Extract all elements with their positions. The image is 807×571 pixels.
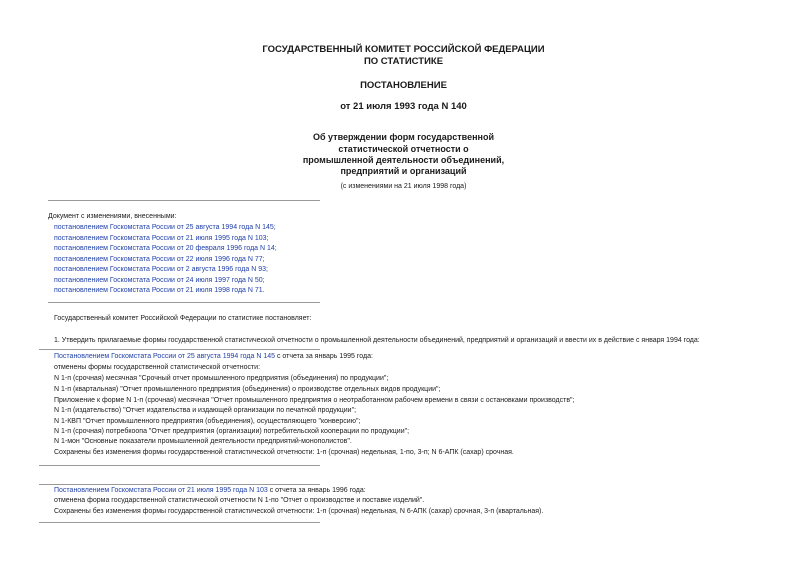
note-line: отменена форма государственной статистической отчетности N 1-по "Отчет о производстве и поставке изделий". [54,497,425,504]
committee-name-line1: ГОСУДАРСТВЕННЫЙ КОМИТЕТ РОССИЙСКОЙ ФЕДЕРАЦИИ [262,44,545,55]
note-link-suffix: с отчета за январь 1995 года: [275,353,373,360]
divider [39,522,320,523]
note-line: N 1-п (срочная) потребкоопа "Отчет предприятия (организации) потребительской кооперации по продукции"; [54,428,410,435]
note-line: N 1-п (издательство) "Отчет издательства и издающей организации по печатной продукции"; [54,407,357,414]
divider [48,200,320,201]
note-line: Сохранены без изменения формы государственной статистической отчетности: 1-п (срочная) недельная, N 6-АПК (сахар) срочная, 3-п (квартальная). [54,508,544,515]
note-line: отменены формы государственной статистической отчетности: [54,364,261,371]
divider [39,349,320,350]
title-line: Об утверждении форм государственной [312,132,495,142]
amendment-note: (с изменениями на 21 июля 1998 года) [340,183,467,190]
amendment-link[interactable]: постановлением Госкомстата России от 25 августа 1994 года N 145; [54,224,276,231]
amendment-link[interactable]: постановлением Госкомстата России от 20 февраля 1996 года N 14; [54,245,277,252]
amendment-link[interactable]: постановлением Госкомстата России от 21 июля 1998 года N 71. [54,287,265,294]
note-heading [54,486,366,497]
preamble: Государственный комитет Российской Федерации по статистике постановляет: [54,315,312,322]
amendment-link[interactable]: постановлением Госкомстата России от 2 августа 1996 года N 93; [54,266,268,273]
divider [39,465,320,466]
amendment-link[interactable]: постановлением Госкомстата России от 21 июля 1995 года N 103; [54,234,269,242]
note-line: N 1-мон "Основные показатели промышленной деятельности предприятий-монополистов". [54,438,352,445]
title-line: предприятий и организаций [340,166,467,176]
note-line: N 1-п (срочная) месячная "Срочный отчет промышленного предприятия (объединения) по продукции"; [54,375,389,382]
amendments-intro: Документ с изменениями, внесенными: [48,213,177,220]
note-line: Приложение к форме N 1-п (срочная) месячная "Отчет промышленного предприятия о неотработанном рабочем времени в связи с остановками производств"; [54,397,575,404]
divider [48,302,320,303]
note-line: N 1-КВП "Отчет промышленного предприятия (объединения), осуществляющего "конверсию"; [54,418,361,425]
title-line: статистической отчетности о [338,144,469,154]
note-link-suffix: с отчета за январь 1996 года: [267,487,366,494]
amendment-link[interactable]: постановлением Госкомстата России от 24 июля 1997 года N 50; [54,276,265,284]
divider [39,484,320,485]
note-link[interactable]: Постановлением Госкомстата России от 25 августа 1994 года N 145 [54,353,276,360]
amendment-link[interactable]: постановлением Госкомстата России от 22 июля 1996 года N 77; [54,255,265,263]
note-link[interactable]: Постановлением Госкомстата России от 21 июля 1995 года N 103 [54,487,268,494]
title-line: промышленной деятельности объединений, [302,155,505,165]
note-heading [54,352,373,363]
committee-name-line2: ПО СТАТИСТИКЕ [363,56,444,67]
note-line: N 1-п (квартальная) "Отчет промышленного предприятия (объединения) о производстве отдельных видов продукции"; [54,386,441,393]
note-line: Сохранены без изменения формы государственной статистической отчетности: 1-п (срочная) недельная, 1-по, 3-п; N 6-АПК (сахар) срочная. [54,449,514,456]
document-type: ПОСТАНОВЛЕНИЕ [360,80,447,91]
document-date-number: от 21 июля 1993 года N 140 [340,101,467,112]
item-1: 1. Утвердить прилагаемые формы государственной статистической отчетности о промышленной деятельности объединений, предприятий и организаций и ввести их в действие с января 1994 года: [54,337,700,344]
